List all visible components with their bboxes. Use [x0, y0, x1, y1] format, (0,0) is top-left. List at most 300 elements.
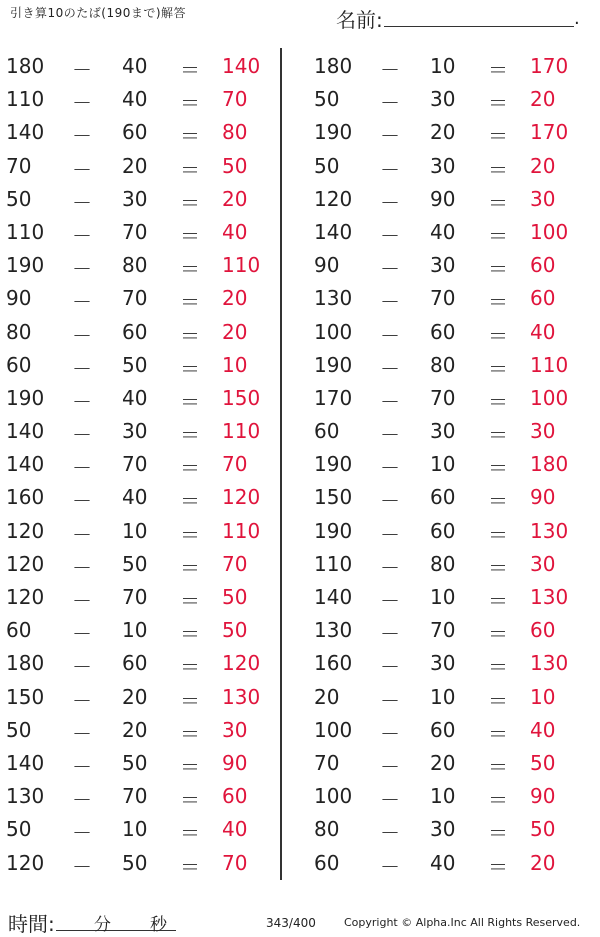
equals-sign: ＝: [180, 821, 200, 846]
answer: 170: [530, 120, 569, 145]
minuend: 70: [6, 153, 32, 178]
equals-sign: ＝: [180, 190, 200, 215]
problem-row: [6, 747, 278, 780]
minus-sign: －: [72, 754, 92, 779]
subtrahend: 10: [122, 817, 148, 842]
answer: 70: [222, 850, 248, 875]
name-end-dot: .: [574, 8, 580, 29]
minuend: 60: [314, 850, 340, 875]
answer: 60: [530, 618, 556, 643]
minuend: 150: [314, 485, 353, 510]
equals-sign: ＝: [488, 290, 508, 315]
answer: 130: [530, 651, 569, 676]
time-label: 時間:: [8, 912, 55, 936]
subtrahend: 90: [430, 186, 456, 211]
answer: 20: [530, 850, 556, 875]
equals-sign: ＝: [180, 423, 200, 448]
minus-sign: －: [72, 522, 92, 547]
subtrahend: 60: [122, 651, 148, 676]
name-line[interactable]: [384, 26, 574, 27]
answer: 180: [530, 452, 569, 477]
problem-row: [6, 282, 278, 315]
problem-row: [6, 515, 278, 548]
problem-row: [314, 216, 586, 249]
subtrahend: 70: [122, 219, 148, 244]
equals-sign: ＝: [180, 456, 200, 481]
problem-row: [314, 415, 586, 448]
problem-row: [314, 282, 586, 315]
answer: 50: [222, 618, 248, 643]
problem-row: [6, 481, 278, 514]
minuend: 190: [6, 253, 45, 278]
equals-sign: ＝: [488, 356, 508, 381]
problem-row: [6, 50, 278, 83]
equals-sign: ＝: [488, 323, 508, 348]
problem-row: [6, 382, 278, 415]
minuend: 70: [314, 750, 340, 775]
minus-sign: －: [380, 688, 400, 713]
problem-row: [6, 216, 278, 249]
subtrahend: 80: [122, 253, 148, 278]
answer: 120: [222, 651, 261, 676]
subtrahend: 50: [122, 352, 148, 377]
minus-sign: －: [380, 555, 400, 580]
left-problem-column: [6, 50, 278, 880]
minus-sign: －: [380, 389, 400, 414]
problem-row: [314, 83, 586, 116]
subtrahend: 50: [122, 850, 148, 875]
minuend: 90: [6, 286, 32, 311]
minus-sign: －: [380, 423, 400, 448]
problem-row: [6, 150, 278, 183]
equals-sign: ＝: [488, 754, 508, 779]
minuend: 80: [314, 817, 340, 842]
equals-sign: ＝: [488, 655, 508, 680]
problem-row: [314, 747, 586, 780]
minuend: 90: [314, 253, 340, 278]
minuend: 60: [6, 618, 32, 643]
minuend: 150: [6, 684, 45, 709]
minus-sign: －: [380, 522, 400, 547]
subtrahend: 20: [122, 717, 148, 742]
answer: 100: [530, 219, 569, 244]
equals-sign: ＝: [180, 223, 200, 248]
subtrahend: 40: [430, 219, 456, 244]
minuend: 140: [6, 120, 45, 145]
minus-sign: －: [72, 456, 92, 481]
minus-sign: －: [72, 788, 92, 813]
problem-row: [6, 116, 278, 149]
subtrahend: 50: [122, 551, 148, 576]
subtrahend: 60: [430, 485, 456, 510]
answer: 90: [222, 750, 248, 775]
equals-sign: ＝: [488, 522, 508, 547]
answer: 110: [530, 352, 569, 377]
answer: 50: [530, 817, 556, 842]
equals-sign: ＝: [180, 290, 200, 315]
equals-sign: ＝: [488, 58, 508, 82]
answer: 40: [222, 817, 248, 842]
answer: 70: [222, 87, 248, 112]
minuend: 60: [314, 419, 340, 444]
minus-sign: －: [72, 323, 92, 348]
minuend: 170: [314, 385, 353, 410]
minus-sign: －: [380, 456, 400, 481]
problem-row: [6, 83, 278, 116]
minus-sign: －: [380, 323, 400, 348]
equals-sign: ＝: [488, 223, 508, 248]
equals-sign: ＝: [180, 58, 200, 82]
minus-sign: －: [380, 190, 400, 215]
answer: 130: [530, 585, 569, 609]
subtrahend: 60: [122, 120, 148, 145]
problem-row: [314, 50, 586, 83]
answer: 130: [530, 518, 569, 543]
answer: 110: [222, 253, 261, 278]
equals-sign: ＝: [180, 356, 200, 381]
answer: 20: [530, 87, 556, 112]
minuend: 190: [6, 385, 45, 410]
minus-sign: －: [72, 555, 92, 580]
problem-row: [314, 249, 586, 282]
minuend: 60: [6, 352, 32, 377]
problem-row: [6, 183, 278, 216]
answer: 30: [530, 186, 556, 211]
problem-row: [314, 614, 586, 647]
subtrahend: 30: [430, 153, 456, 178]
subtrahend: 40: [122, 54, 148, 78]
equals-sign: ＝: [488, 622, 508, 647]
equals-sign: ＝: [180, 754, 200, 779]
answer: 40: [530, 319, 556, 344]
answer: 60: [530, 253, 556, 278]
subtrahend: 80: [430, 352, 456, 377]
minus-sign: －: [72, 589, 92, 613]
subtrahend: 40: [122, 485, 148, 510]
problem-row: [314, 116, 586, 149]
problem-row: [6, 813, 278, 846]
answer: 20: [530, 153, 556, 178]
minus-sign: －: [380, 788, 400, 813]
problem-row: [6, 349, 278, 382]
minuend: 120: [6, 850, 45, 875]
problem-row: [314, 847, 586, 880]
minus-sign: －: [380, 754, 400, 779]
minus-sign: －: [72, 688, 92, 713]
equals-sign: ＝: [180, 622, 200, 647]
subtrahend: 10: [122, 618, 148, 643]
answer: 30: [530, 419, 556, 444]
equals-sign: ＝: [488, 389, 508, 414]
subtrahend: 60: [122, 319, 148, 344]
seconds-label: 秒: [150, 915, 167, 935]
answer: 110: [222, 518, 261, 543]
subtrahend: 70: [122, 452, 148, 477]
answer: 20: [222, 286, 248, 311]
subtrahend: 40: [122, 385, 148, 410]
equals-sign: ＝: [488, 555, 508, 580]
problem-row: [6, 448, 278, 481]
minus-sign: －: [72, 356, 92, 381]
answer: 150: [222, 385, 261, 410]
minus-sign: －: [72, 157, 92, 182]
minuend: 110: [6, 87, 45, 112]
column-divider: [280, 48, 282, 880]
answer: 90: [530, 784, 556, 809]
minus-sign: －: [72, 190, 92, 215]
equals-sign: ＝: [180, 124, 200, 149]
problem-row: [314, 681, 586, 714]
answer: 80: [222, 120, 248, 145]
equals-sign: ＝: [180, 555, 200, 580]
minuend: 190: [314, 120, 353, 145]
equals-sign: ＝: [180, 323, 200, 348]
problem-row: [6, 614, 278, 647]
problem-row: [314, 548, 586, 581]
subtrahend: 70: [430, 286, 456, 311]
answer: 40: [222, 219, 248, 244]
minuend: 140: [6, 750, 45, 775]
minuend: 190: [314, 518, 353, 543]
equals-sign: ＝: [488, 257, 508, 282]
equals-sign: ＝: [488, 91, 508, 116]
subtrahend: 60: [430, 518, 456, 543]
minus-sign: －: [72, 655, 92, 680]
subtrahend: 20: [122, 153, 148, 178]
minuend: 160: [314, 651, 353, 676]
minus-sign: －: [380, 91, 400, 116]
minuend: 180: [6, 54, 45, 78]
equals-sign: ＝: [180, 91, 200, 116]
problem-row: [314, 150, 586, 183]
equals-sign: ＝: [488, 589, 508, 613]
subtrahend: 10: [430, 452, 456, 477]
subtrahend: 20: [430, 120, 456, 145]
answer: 30: [530, 551, 556, 576]
problem-row: [6, 847, 278, 880]
answer: 170: [530, 54, 569, 78]
minuend: 80: [6, 319, 32, 344]
answer: 130: [222, 684, 261, 709]
problem-row: [314, 448, 586, 481]
subtrahend: 10: [122, 518, 148, 543]
equals-sign: ＝: [180, 854, 200, 879]
equals-sign: ＝: [180, 788, 200, 813]
problem-row: [6, 249, 278, 282]
minus-sign: －: [72, 389, 92, 414]
answer: 40: [530, 717, 556, 742]
minuend: 130: [6, 784, 45, 809]
page-number: 343/400: [266, 916, 316, 930]
subtrahend: 30: [122, 186, 148, 211]
minuend: 50: [6, 186, 32, 211]
subtrahend: 20: [122, 684, 148, 709]
minus-sign: －: [380, 356, 400, 381]
minus-sign: －: [380, 655, 400, 680]
minuend: 50: [314, 87, 340, 112]
problem-row: [314, 780, 586, 813]
minus-sign: －: [72, 58, 92, 82]
subtrahend: 30: [430, 253, 456, 278]
minuend: 50: [6, 817, 32, 842]
answer: 120: [222, 485, 261, 510]
subtrahend: 80: [430, 551, 456, 576]
minus-sign: －: [72, 622, 92, 647]
minuend: 100: [314, 717, 353, 742]
problem-row: [314, 515, 586, 548]
subtrahend: 40: [430, 850, 456, 875]
subtrahend: 10: [430, 54, 456, 78]
minuend: 160: [6, 485, 45, 510]
right-problem-column: [314, 50, 586, 880]
minuend: 140: [314, 219, 353, 244]
minus-sign: －: [380, 257, 400, 282]
subtrahend: 30: [122, 419, 148, 444]
minus-sign: －: [380, 821, 400, 846]
equals-sign: ＝: [180, 522, 200, 547]
minuend: 110: [314, 551, 353, 576]
minuend: 120: [6, 551, 45, 576]
subtrahend: 70: [122, 784, 148, 809]
answer: 140: [222, 54, 261, 78]
answer: 100: [530, 385, 569, 410]
minuend: 180: [314, 54, 353, 78]
problem-row: [6, 714, 278, 747]
equals-sign: ＝: [488, 423, 508, 448]
minuend: 140: [6, 452, 45, 477]
subtrahend: 40: [122, 87, 148, 112]
minus-sign: －: [380, 124, 400, 149]
minus-sign: －: [72, 489, 92, 514]
problem-row: [314, 581, 586, 614]
subtrahend: 10: [430, 585, 456, 609]
minus-sign: －: [72, 821, 92, 846]
minus-sign: －: [380, 622, 400, 647]
minuend: 100: [314, 784, 353, 809]
answer: 50: [530, 750, 556, 775]
problem-row: [6, 415, 278, 448]
minus-sign: －: [72, 124, 92, 149]
problem-row: [314, 349, 586, 382]
equals-sign: ＝: [488, 489, 508, 514]
minuend: 130: [314, 618, 353, 643]
minus-sign: －: [380, 223, 400, 248]
copyright: Copyright © Alpha.Inc All Rights Reserved.: [344, 916, 581, 929]
equals-sign: ＝: [180, 489, 200, 514]
minus-sign: －: [72, 91, 92, 116]
minuend: 140: [6, 419, 45, 444]
minutes-label: 分: [94, 915, 111, 935]
problem-row: [6, 548, 278, 581]
minuend: 20: [314, 684, 340, 709]
subtrahend: 70: [430, 618, 456, 643]
minus-sign: －: [380, 157, 400, 182]
problem-row: [6, 647, 278, 680]
subtrahend: 50: [122, 750, 148, 775]
minuend: 120: [6, 585, 45, 609]
equals-sign: ＝: [488, 788, 508, 813]
minuend: 110: [6, 219, 45, 244]
answer: 70: [222, 551, 248, 576]
subtrahend: 30: [430, 817, 456, 842]
subtrahend: 70: [122, 585, 148, 609]
subtrahend: 30: [430, 651, 456, 676]
equals-sign: ＝: [488, 190, 508, 215]
minuend: 100: [314, 319, 353, 344]
problem-row: [314, 316, 586, 349]
subtrahend: 10: [430, 684, 456, 709]
minus-sign: －: [72, 721, 92, 746]
minus-sign: －: [380, 290, 400, 315]
minus-sign: －: [72, 854, 92, 879]
answer: 110: [222, 419, 261, 444]
minuend: 180: [6, 651, 45, 676]
minuend: 190: [314, 352, 353, 377]
answer: 50: [222, 585, 248, 609]
subtrahend: 70: [430, 385, 456, 410]
minuend: 130: [314, 286, 353, 311]
equals-sign: ＝: [180, 257, 200, 282]
subtrahend: 20: [430, 750, 456, 775]
problem-row: [314, 382, 586, 415]
problem-row: [6, 581, 278, 614]
problem-row: [314, 481, 586, 514]
minuend: 50: [314, 153, 340, 178]
answer: 60: [530, 286, 556, 311]
equals-sign: ＝: [180, 655, 200, 680]
equals-sign: ＝: [488, 124, 508, 149]
minuend: 120: [6, 518, 45, 543]
equals-sign: ＝: [180, 721, 200, 746]
minus-sign: －: [380, 721, 400, 746]
equals-sign: ＝: [180, 589, 200, 613]
equals-sign: ＝: [180, 389, 200, 414]
problem-row: [314, 183, 586, 216]
minus-sign: －: [380, 589, 400, 613]
problem-row: [314, 714, 586, 747]
equals-sign: ＝: [488, 157, 508, 182]
subtrahend: 30: [430, 419, 456, 444]
subtrahend: 70: [122, 286, 148, 311]
minus-sign: －: [72, 290, 92, 315]
minus-sign: －: [380, 58, 400, 82]
answer: 50: [222, 153, 248, 178]
minus-sign: －: [72, 257, 92, 282]
minus-sign: －: [380, 489, 400, 514]
subtrahend: 60: [430, 717, 456, 742]
problem-row: [314, 647, 586, 680]
answer: 60: [222, 784, 248, 809]
minuend: 50: [6, 717, 32, 742]
name-label: 名前:: [336, 8, 383, 32]
minus-sign: －: [380, 854, 400, 879]
problem-row: [314, 813, 586, 846]
equals-sign: ＝: [488, 854, 508, 879]
minus-sign: －: [72, 223, 92, 248]
minus-sign: －: [72, 423, 92, 448]
problem-row: [6, 316, 278, 349]
equals-sign: ＝: [180, 688, 200, 713]
problem-row: [6, 780, 278, 813]
equals-sign: ＝: [488, 456, 508, 481]
answer: 10: [530, 684, 556, 709]
subtrahend: 60: [430, 319, 456, 344]
equals-sign: ＝: [488, 721, 508, 746]
worksheet-title: 引き算10のたば(190まで)解答: [10, 6, 187, 20]
answer: 90: [530, 485, 556, 510]
minuend: 140: [314, 585, 353, 609]
equals-sign: ＝: [488, 688, 508, 713]
